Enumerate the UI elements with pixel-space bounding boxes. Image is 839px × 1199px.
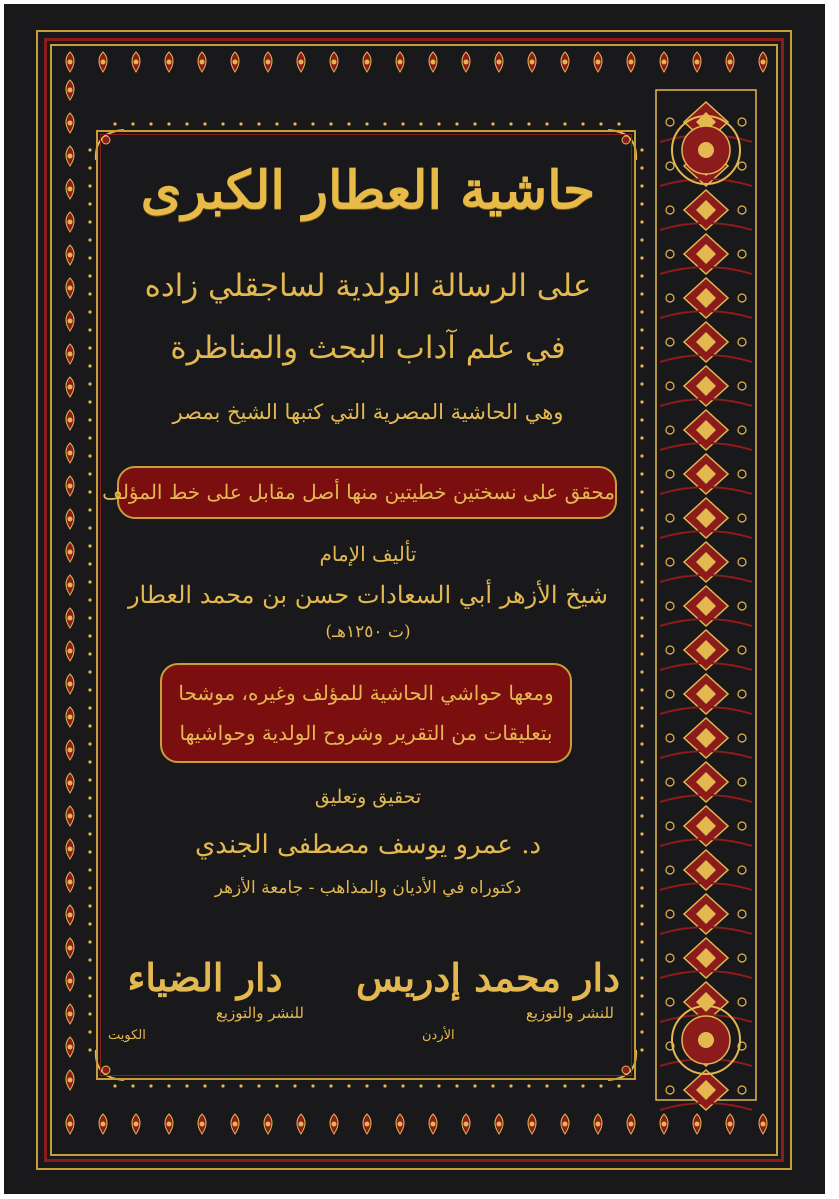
publisher-left-tagline: للنشر والتوزيع (215, 1004, 304, 1022)
publisher-right-name: دار محمد إدريس (356, 955, 620, 1000)
subtitle-line-2: في علم آداب البحث والمناظرة (170, 330, 566, 366)
manuscript-note-badge (102, 466, 617, 519)
publisher-left-name: دار الضياء (127, 955, 283, 1000)
publisher-left-location: الكويت (108, 1028, 146, 1043)
author-name: شيخ الأزهر أبي السعادات حسن بن محمد العطار (127, 581, 609, 609)
publisher-right (356, 955, 620, 1043)
subtitle-line-1: على الرسالة الولدية لساجقلي زاده (144, 268, 592, 304)
supplement-badge (160, 663, 572, 763)
subtitle-line-3: وهي الحاشية المصرية التي كتبها الشيخ بمصر (172, 400, 564, 424)
publisher-left (100, 955, 310, 1043)
publisher-right-location: الأردن (422, 1028, 455, 1043)
publisher-right-tagline: للنشر والتوزيع (525, 1004, 614, 1022)
editing-label: تحقيق وتعليق (314, 786, 422, 808)
author-label: تأليف الإمام (319, 542, 417, 566)
author-death-date: (ت ١٢٥٠هـ) (325, 622, 411, 642)
supplement-line-2: بتعليقات من التقرير وشروح الولدية وحواشيها (179, 721, 553, 745)
editor-name: د. عمرو يوسف مصطفى الجندي (194, 830, 542, 860)
book-title: حاشية العطار الكبرى (140, 160, 596, 221)
editor-credentials: دكتوراه في الأديان والمذاهب - جامعة الأزهر (214, 878, 522, 898)
manuscript-note: محقق على نسختين خطيتين منها أصل مقابل على خط المؤلف (102, 480, 615, 504)
supplement-line-1: ومعها حواشي الحاشية للمؤلف وغيره، موشحا (178, 681, 554, 705)
